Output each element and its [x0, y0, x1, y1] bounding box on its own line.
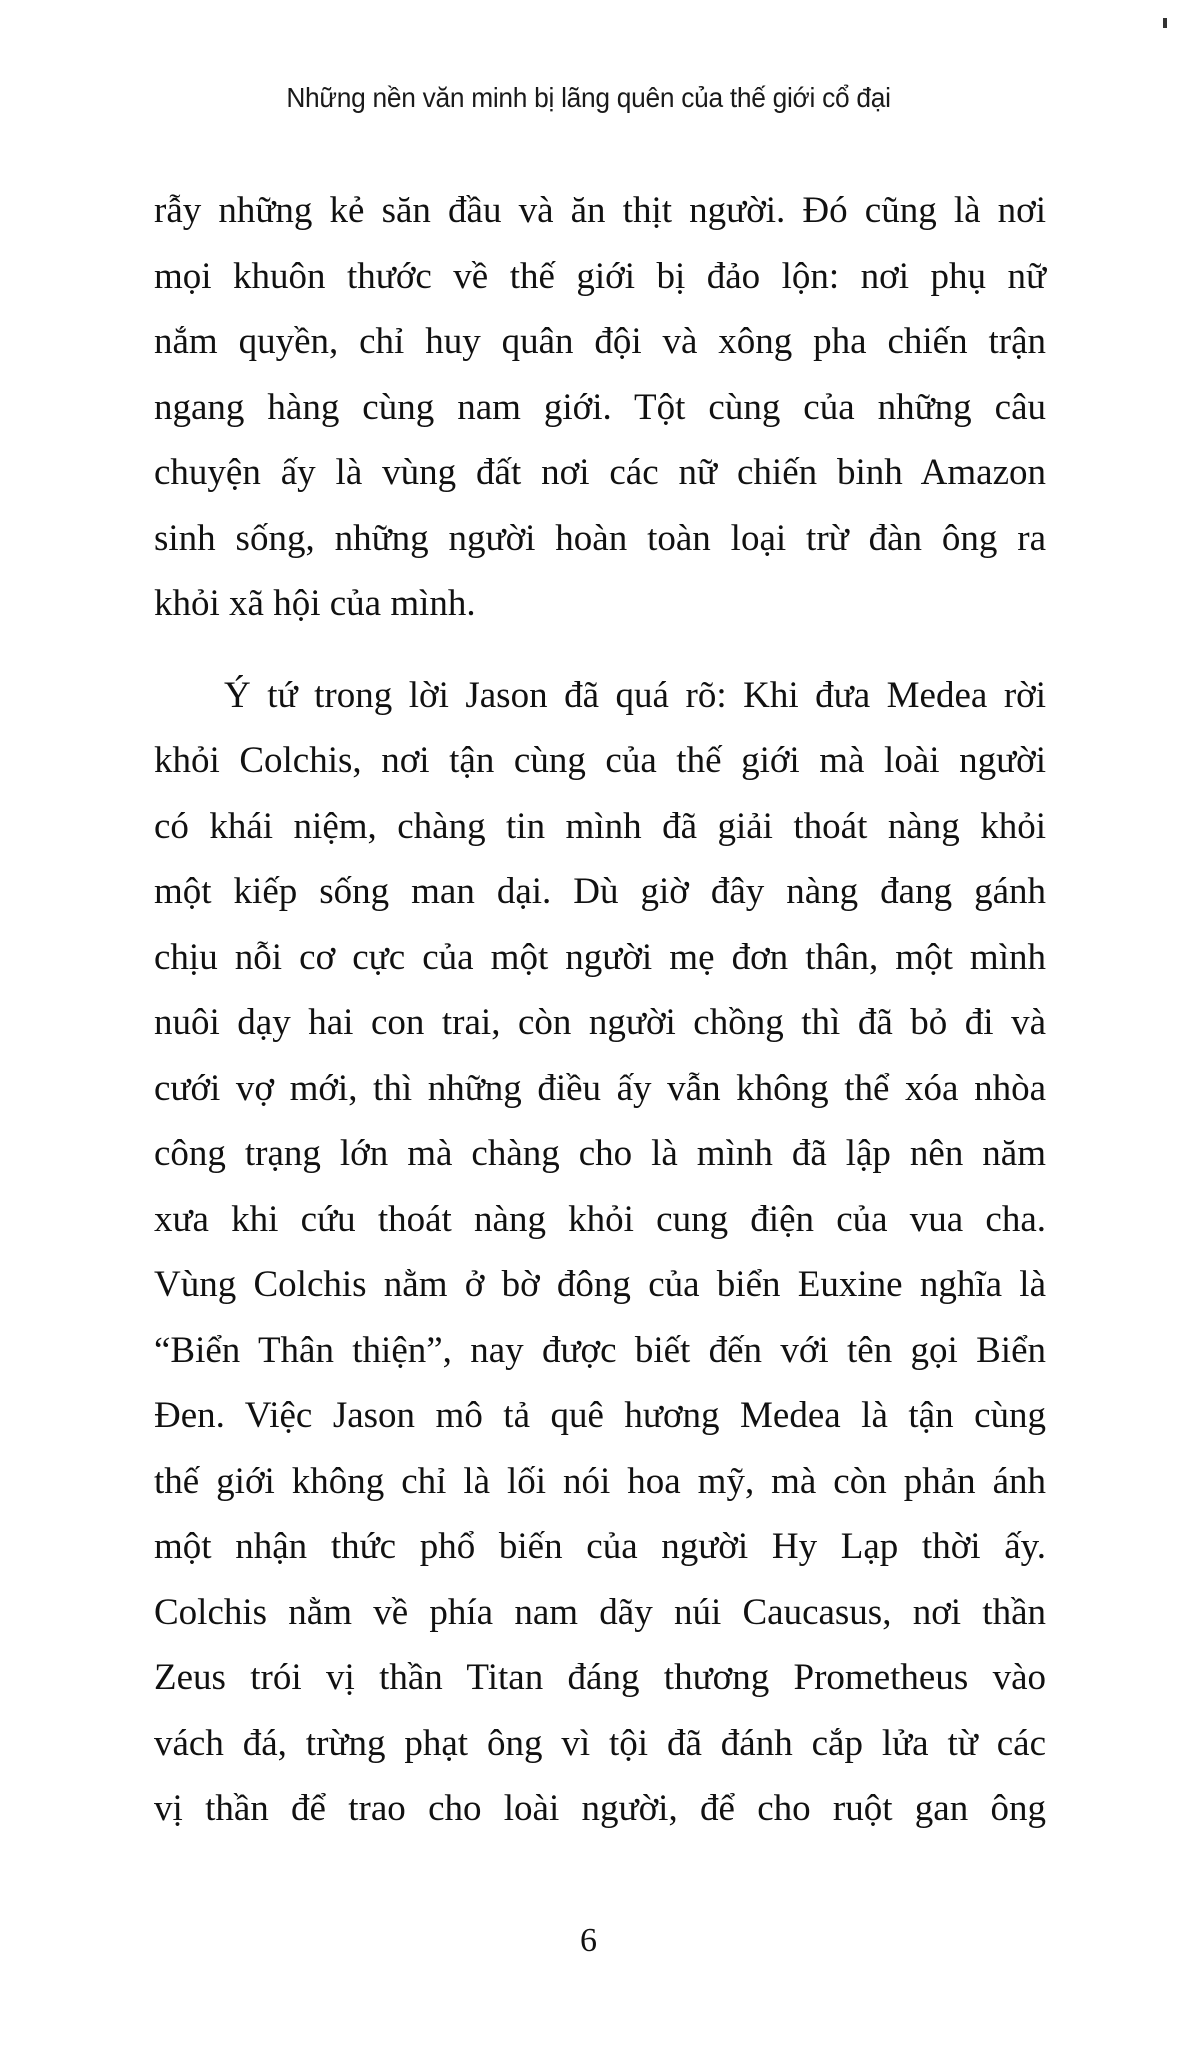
text-line: Ý tứ trong lời Jason đã quá rõ: Khi đưa Medea rời	[224, 674, 1046, 716]
text-line: nắm quyền, chỉ huy quân đội và xông pha chiến trận	[154, 321, 1046, 362]
text-line: Vùng Colchis nằm ở bờ đông của biển Euxine nghĩa là	[154, 1264, 1046, 1305]
text-line: công trạng lớn mà chàng cho là mình đã lập nên năm	[154, 1133, 1046, 1174]
running-header: Những nền văn minh bị lãng quên của thế giới cổ đại	[286, 82, 891, 113]
text-line: “Biển Thân thiện”, nay được biết đến với tên gọi Biển	[154, 1329, 1046, 1371]
text-line: chịu nỗi cơ cực của một người mẹ đơn thân, một mình	[154, 936, 1046, 978]
text-line: Đen. Việc Jason mô tả quê hương Medea là tận cùng	[154, 1395, 1046, 1436]
text-line: chuyện ấy là vùng đất nơi các nữ chiến binh Amazon	[154, 452, 1046, 493]
text-line: nuôi dạy hai con trai, còn người chồng thì đã bỏ đi và	[154, 1002, 1046, 1043]
text-line: thế giới không chỉ là lối nói hoa mỹ, mà còn phản ánh	[154, 1460, 1046, 1502]
text-line: khỏi Colchis, nơi tận cùng của thế giới mà loài người	[154, 740, 1046, 781]
text-line: vị thần để trao cho loài người, để cho ruột gan ông	[154, 1788, 1046, 1829]
text-line: một kiếp sống man dại. Dù giờ đây nàng đang gánh	[154, 871, 1046, 912]
text-line: có khái niệm, chàng tin mình đã giải thoát nàng khỏi	[154, 805, 1046, 847]
text-line: một nhận thức phổ biến của người Hy Lạp thời ấy.	[154, 1526, 1046, 1567]
text-line: sinh sống, những người hoàn toàn loại trừ đàn ông ra	[154, 517, 1046, 559]
text-line: vách đá, trừng phạt ông vì tội đã đánh cắp lửa từ các	[154, 1722, 1046, 1764]
text-line: cưới vợ mới, thì những điều ấy vẫn không thể xóa nhòa	[154, 1067, 1046, 1109]
text-line: rẫy những kẻ săn đầu và ăn thịt người. Đó cũng là nơi	[154, 190, 1046, 231]
text-line: Zeus trói vị thần Titan đáng thương Prometheus vào	[154, 1657, 1046, 1698]
text-line: xưa khi cứu thoát nàng khỏi cung điện của vua cha.	[154, 1198, 1046, 1240]
text-line: mọi khuôn thước về thế giới bị đảo lộn: nơi phụ nữ	[154, 255, 1046, 297]
page-number: 6	[580, 1922, 597, 1959]
scan-mark	[1163, 18, 1167, 28]
text-line: Colchis nằm về phía nam dãy núi Caucasus, nơi thần	[154, 1591, 1046, 1633]
text-line: khỏi xã hội của mình.	[154, 583, 476, 624]
text-line: ngang hàng cùng nam giới. Tột cùng của những câu	[154, 386, 1046, 428]
